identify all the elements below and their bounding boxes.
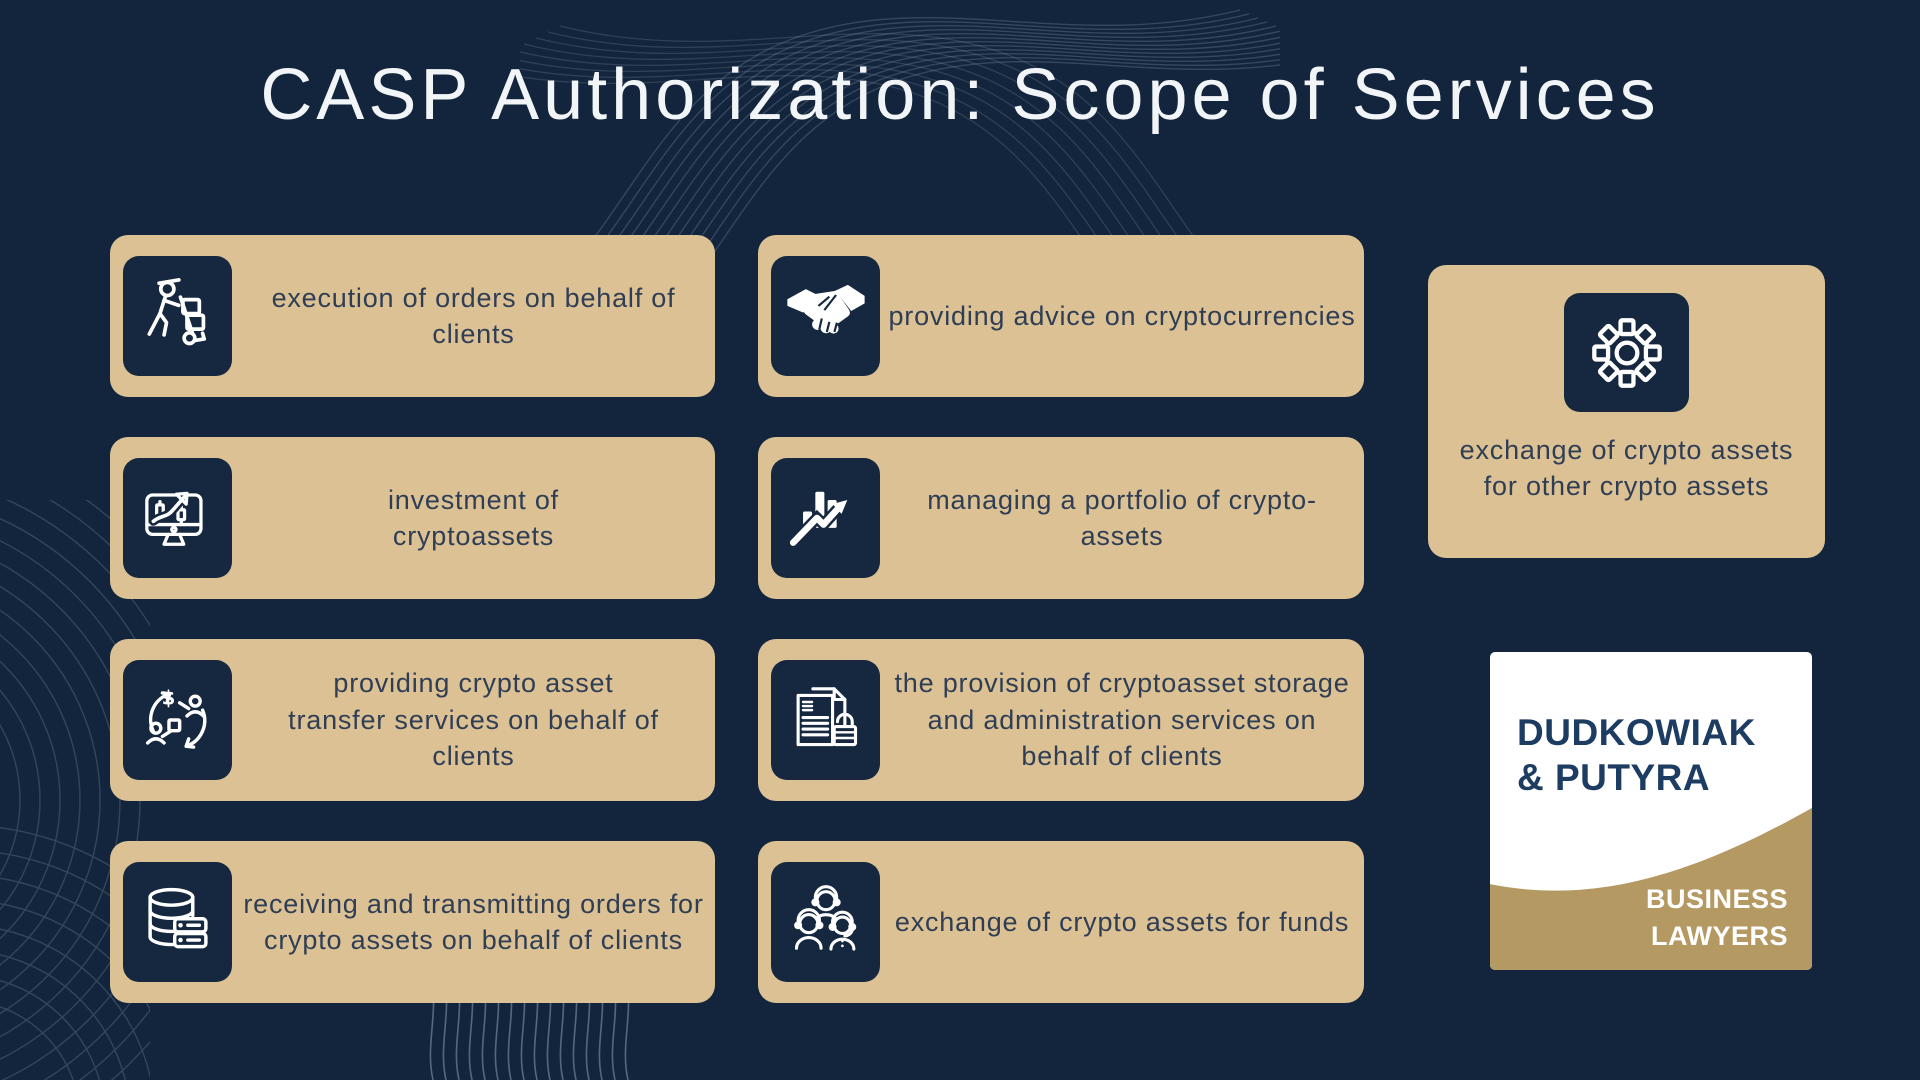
monitor-chart-icon — [137, 474, 219, 562]
service-label: execution of orders on behalf of clients — [271, 282, 676, 349]
service-card-transfer-services — [110, 639, 715, 801]
service-label: the provision of cryptoasset storage and administration services on behalf of clients — [894, 668, 1350, 772]
hand-truck-icon — [137, 272, 219, 360]
icon-tile — [771, 660, 880, 780]
service-label: receiving and transmitting orders for crypto assets on behalf of clients — [243, 888, 704, 955]
firm-tagline-line1: BUSINESS — [1645, 884, 1788, 915]
firm-name-line1: DUDKOWIAK — [1517, 712, 1756, 753]
firm-tagline-line2: LAWYERS — [1650, 920, 1788, 951]
icon-tile — [123, 660, 232, 780]
service-card-portfolio — [758, 437, 1364, 599]
service-label: providing crypto asset transfer services on behalf of clients — [288, 668, 659, 772]
service-label: investment of cryptoassets — [388, 484, 559, 551]
service-label: managing a portfolio of crypto-assets — [927, 484, 1317, 551]
document-lock-icon — [785, 676, 867, 764]
gear-icon — [1584, 310, 1670, 396]
service-card-investment — [110, 437, 715, 599]
service-label: exchange of crypto assets for other crypto assets — [1459, 435, 1794, 502]
service-card-advice — [758, 235, 1364, 397]
icon-tile — [123, 458, 232, 578]
dollar-glyph: $ — [161, 686, 175, 710]
icon-tile — [771, 458, 880, 578]
page-title: CASP Authorization: Scope of Services — [260, 55, 1660, 135]
icon-tile — [123, 862, 232, 982]
asset-transfer-icon — [137, 676, 219, 764]
handshake-icon — [784, 274, 868, 358]
firm-name-line2: & PUTYRA — [1517, 757, 1711, 799]
service-card-exchange-for-funds — [758, 841, 1364, 1003]
firm-name — [1517, 710, 1756, 800]
service-label: providing advice on cryptocurrencies — [888, 300, 1356, 331]
service-card-receiving-orders — [110, 841, 715, 1003]
service-card-crypto-exchange — [1428, 265, 1825, 558]
firm-tagline — [1646, 881, 1788, 954]
service-card-storage — [758, 639, 1364, 801]
team-icon — [785, 878, 867, 966]
icon-tile — [771, 256, 880, 376]
database-icon — [137, 878, 219, 966]
icon-tile — [1564, 293, 1689, 412]
service-label: exchange of crypto assets for funds — [894, 906, 1350, 937]
icon-tile — [771, 862, 880, 982]
service-card-execution-of-orders — [110, 235, 715, 397]
bar-chart-arrow-icon — [785, 474, 867, 562]
icon-tile — [123, 256, 232, 376]
firm-logo — [1490, 652, 1812, 970]
